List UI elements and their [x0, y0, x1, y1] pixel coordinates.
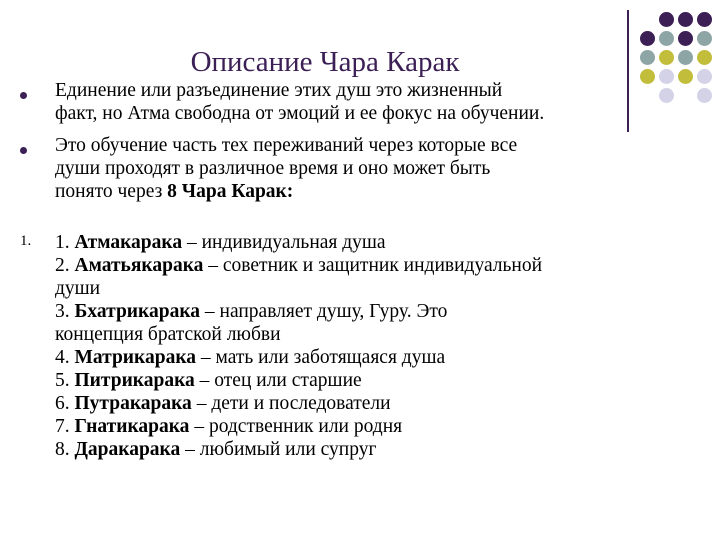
list-item-name: Питрикарака [74, 370, 195, 391]
list-item [55, 438, 542, 461]
bullet-2-line-3 [55, 180, 517, 203]
karaka-list [55, 231, 542, 461]
decorative-dot [678, 12, 693, 27]
decorative-dot [697, 12, 712, 27]
list-item [55, 231, 542, 254]
bullet-1-line-2: факт, но Атма свободна от эмоций и ее фокус на обучении. [55, 103, 545, 124]
list-item-continuation: души [55, 278, 101, 299]
list-item-number: 1. [55, 232, 70, 253]
list-item [55, 392, 542, 415]
list-item-name: Аматьякарака [74, 255, 204, 276]
decorative-dot [659, 31, 674, 46]
list-item-description: – направляет душу, Гуру. Это [200, 301, 448, 322]
bullet-2-line-1: Это обучение часть тех переживаний через которые все [55, 135, 518, 156]
list-item-number: 2. [55, 255, 70, 276]
decorative-dot [640, 31, 655, 46]
bullet-2-line-3-text: понято через [55, 181, 168, 202]
list-item-number: 8. [55, 439, 70, 460]
decorative-dot [659, 88, 674, 103]
list-item [55, 346, 542, 369]
list-item-name: Гнатикарака [74, 416, 190, 437]
decorative-dot [697, 50, 712, 65]
list-item-continuation: концепция братской любви [55, 324, 281, 345]
bullet-marker [20, 92, 27, 99]
decorative-dot [697, 31, 712, 46]
list-item-number: 5. [55, 370, 70, 391]
list-item [55, 369, 542, 392]
bullet-paragraph-1 [55, 79, 544, 125]
list-item-name: Матрикарака [74, 347, 197, 368]
list-item-description: – мать или заботящаяся душа [196, 347, 446, 368]
list-item-description: – дети и последователи [191, 393, 391, 414]
list-item-number: 6. [55, 393, 70, 414]
decorative-dot [678, 50, 693, 65]
list-item-number: 3. [55, 301, 70, 322]
list-item [55, 300, 542, 323]
list-item-name: Путракарака [74, 393, 192, 414]
decorative-dot [697, 69, 712, 84]
list-item-number: 4. [55, 347, 70, 368]
list-item-description: – советник и защитник индивидуальной [203, 255, 543, 276]
bullet-1-line-1: Единение или разъединение этих душ это жизненный [55, 80, 503, 101]
list-item-name: Атмакарака [74, 232, 183, 253]
bullet-2-bold-text: 8 Чара Карак: [167, 181, 294, 202]
decorative-dot [678, 69, 693, 84]
decorative-dot [697, 88, 712, 103]
list-item-name: Даракарака [74, 439, 181, 460]
decorative-dot [659, 12, 674, 27]
list-item [55, 254, 542, 277]
bullet-2-line-2: души проходят в различное время и оно может быть [55, 158, 491, 179]
list-item-description: – любимый или супруг [180, 439, 377, 460]
slide-title: Описание Чара Карак [190, 46, 460, 78]
bullet-paragraph-2 [55, 134, 517, 203]
list-item-description: – индивидуальная душа [182, 232, 386, 253]
decorative-dot [678, 31, 693, 46]
decorative-dot [659, 69, 674, 84]
list-marker: 1. [20, 233, 32, 249]
decorative-dot [659, 50, 674, 65]
list-item-number: 7. [55, 416, 70, 437]
list-item-description: – родственник или родня [189, 416, 403, 437]
list-item-description: – отец или старшие [194, 370, 362, 391]
bullet-marker [20, 147, 27, 154]
list-item [55, 415, 542, 438]
list-item-name: Бхатрикарака [74, 301, 201, 322]
